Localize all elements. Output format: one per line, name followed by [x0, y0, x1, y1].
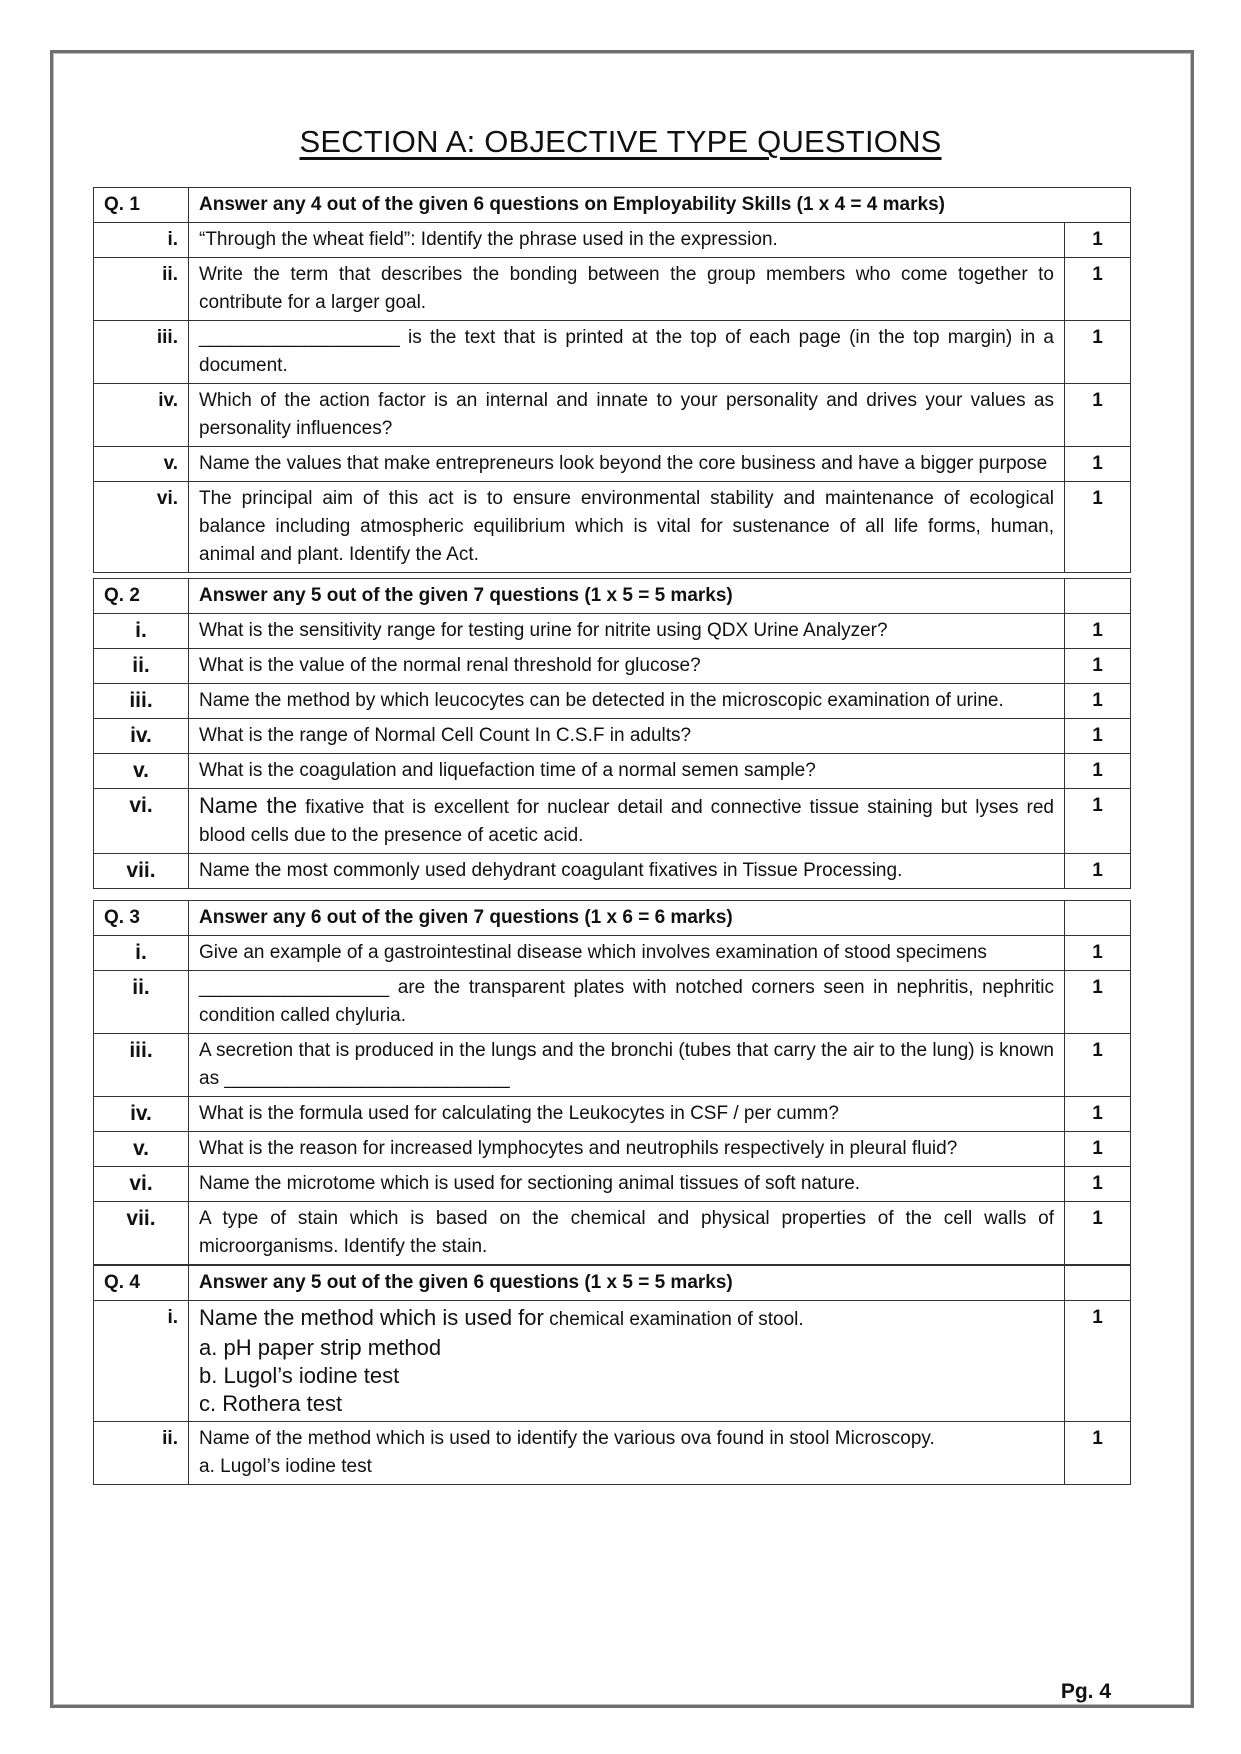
item-mark: 1 [1065, 384, 1131, 447]
item-text: What is the value of the normal renal threshold for glucose? [189, 649, 1065, 684]
table-row [94, 684, 1131, 719]
item-mark: 1 [1065, 1034, 1131, 1097]
item-text: ___________________ is the text that is printed at the top of each page (in the top margin) in a document. [189, 321, 1065, 384]
question-header-row [94, 579, 1131, 614]
item-text: What is the range of Normal Cell Count In C.S.F in adults? [189, 719, 1065, 754]
table-row [94, 614, 1131, 649]
empty-mark-cell [1065, 1266, 1131, 1301]
item-text: Name the values that make entrepreneurs look beyond the core business and have a bigger purpose [189, 447, 1065, 482]
item-mark: 1 [1065, 1167, 1131, 1202]
table-row [94, 321, 1131, 384]
section-title: SECTION A: OBJECTIVE TYPE QUESTIONS [299, 124, 942, 159]
item-text-lead: Name the method which is used for [199, 1305, 544, 1330]
question-header-row [94, 1266, 1131, 1301]
option-b: b. Lugol’s iodine test [199, 1363, 400, 1388]
table-row [94, 936, 1131, 971]
item-mark: 1 [1065, 447, 1131, 482]
option-c: c. Rothera test [199, 1391, 343, 1416]
question-table-q1 [93, 187, 1131, 573]
question-instruction: Answer any 6 out of the given 7 questions (1 x 6 = 6 marks) [189, 901, 1065, 936]
item-number: i. [94, 1301, 189, 1422]
item-number: v. [94, 1132, 189, 1167]
table-row [94, 971, 1131, 1034]
item-text: What is the reason for increased lymphocytes and neutrophils respectively in pleural fluid? [189, 1132, 1065, 1167]
item-mark: 1 [1065, 258, 1131, 321]
item-mark: 1 [1065, 754, 1131, 789]
item-text [189, 1301, 1065, 1422]
item-mark: 1 [1065, 789, 1131, 854]
item-number: vii. [94, 854, 189, 889]
item-mark: 1 [1065, 719, 1131, 754]
item-text: “Through the wheat field”: Identify the phrase used in the expression. [189, 223, 1065, 258]
item-text: Write the term that describes the bonding between the group members who come together to contribute for a larger goal. [189, 258, 1065, 321]
item-text: What is the coagulation and liquefaction time of a normal semen sample? [189, 754, 1065, 789]
item-number: iii. [94, 321, 189, 384]
item-mark: 1 [1065, 321, 1131, 384]
table-row [94, 447, 1131, 482]
question-number: Q. 2 [94, 579, 189, 614]
question-table-q4 [93, 1265, 1131, 1485]
table-row [94, 1034, 1131, 1097]
item-text-rest: chemical examination of stool. [543, 1309, 804, 1330]
option-a: a. Lugol’s iodine test [199, 1456, 372, 1477]
item-text: What is the sensitivity range for testing urine for nitrite using QDX Urine Analyzer? [189, 614, 1065, 649]
table-row [94, 1097, 1131, 1132]
question-table-q3 [93, 900, 1131, 1265]
question-header-row [94, 188, 1131, 223]
question-instruction: Answer any 5 out of the given 7 questions (1 x 5 = 5 marks) [189, 579, 1065, 614]
item-number: iv. [94, 719, 189, 754]
item-text: A secretion that is produced in the lungs and the bronchi (tubes that carry the air to the lung) is known as ___________________________ [189, 1034, 1065, 1097]
item-number: i. [94, 936, 189, 971]
table-row [94, 1301, 1131, 1422]
item-mark: 1 [1065, 649, 1131, 684]
item-text: A type of stain which is based on the chemical and physical properties of the cell walls of microorganisms. Identify the stain. [189, 1202, 1065, 1265]
item-text: __________________ are the transparent plates with notched corners seen in nephritis, nephritic condition called chyluria. [189, 971, 1065, 1034]
question-instruction: Answer any 4 out of the given 6 questions on Employability Skills (1 x 4 = 4 marks) [189, 188, 1131, 223]
question-instruction: Answer any 5 out of the given 6 questions (1 x 5 = 5 marks) [189, 1266, 1065, 1301]
table-row [94, 258, 1131, 321]
item-text [189, 1422, 1065, 1485]
item-number: v. [94, 754, 189, 789]
question-number: Q. 3 [94, 901, 189, 936]
item-text-rest: fixative that is excellent for nuclear detail and connective tissue staining but lyses red blood cells due to the presence of acetic acid. [199, 797, 1054, 846]
item-number: ii. [94, 649, 189, 684]
item-text: Name the method by which leucocytes can be detected in the microscopic examination of urine. [189, 684, 1065, 719]
item-mark: 1 [1065, 482, 1131, 573]
question-number: Q. 1 [94, 188, 189, 223]
item-text: Which of the action factor is an internal and innate to your personality and drives your values as personality influences? [189, 384, 1065, 447]
table-row [94, 1167, 1131, 1202]
item-number: ii. [94, 1422, 189, 1485]
item-number: vi. [94, 789, 189, 854]
table-row [94, 789, 1131, 854]
item-number: vi. [94, 482, 189, 573]
table-row [94, 649, 1131, 684]
item-number: i. [94, 223, 189, 258]
item-mark: 1 [1065, 684, 1131, 719]
question-table-q2 [93, 578, 1131, 889]
item-number: ii. [94, 971, 189, 1034]
table-row [94, 482, 1131, 573]
item-text-main: Name of the method which is used to identify the various ova found in stool Microscopy. [199, 1428, 935, 1449]
item-text: Name the most commonly used dehydrant coagulant fixatives in Tissue Processing. [189, 854, 1065, 889]
item-text: Give an example of a gastrointestinal disease which involves examination of stood specimens [189, 936, 1065, 971]
item-number: iv. [94, 384, 189, 447]
empty-mark-cell [1065, 579, 1131, 614]
item-mark: 1 [1065, 614, 1131, 649]
item-number: iii. [94, 1034, 189, 1097]
table-row [94, 719, 1131, 754]
table-row [94, 223, 1131, 258]
question-number: Q. 4 [94, 1266, 189, 1301]
item-mark: 1 [1065, 1422, 1131, 1485]
item-mark: 1 [1065, 1097, 1131, 1132]
item-text-lead: Name the [199, 793, 298, 818]
page-number: Pg. 4 [1060, 1680, 1111, 1703]
item-mark: 1 [1065, 1202, 1131, 1265]
item-number: vi. [94, 1167, 189, 1202]
item-mark: 1 [1065, 854, 1131, 889]
item-text: What is the formula used for calculating the Leukocytes in CSF / per cumm? [189, 1097, 1065, 1132]
item-mark: 1 [1065, 936, 1131, 971]
item-mark: 1 [1065, 971, 1131, 1034]
empty-mark-cell [1065, 901, 1131, 936]
item-number: vii. [94, 1202, 189, 1265]
option-a: a. pH paper strip method [199, 1335, 442, 1360]
item-mark: 1 [1065, 1301, 1131, 1422]
question-header-row [94, 901, 1131, 936]
table-row [94, 754, 1131, 789]
item-mark: 1 [1065, 223, 1131, 258]
item-number: i. [94, 614, 189, 649]
item-number: iii. [94, 684, 189, 719]
item-text: The principal aim of this act is to ensure environmental stability and maintenance of ecological balance including atmospheric equilibrium which is vital for sustenance of all life forms, human, animal and plant. Identify the Act. [189, 482, 1065, 573]
item-number: iv. [94, 1097, 189, 1132]
table-row [94, 384, 1131, 447]
item-mark: 1 [1065, 1132, 1131, 1167]
table-row [94, 1202, 1131, 1265]
table-row [94, 1132, 1131, 1167]
table-row [94, 1422, 1131, 1485]
item-text: Name the microtome which is used for sectioning animal tissues of soft nature. [189, 1167, 1065, 1202]
table-row [94, 854, 1131, 889]
item-number: ii. [94, 258, 189, 321]
item-number: v. [94, 447, 189, 482]
item-text [189, 789, 1065, 854]
